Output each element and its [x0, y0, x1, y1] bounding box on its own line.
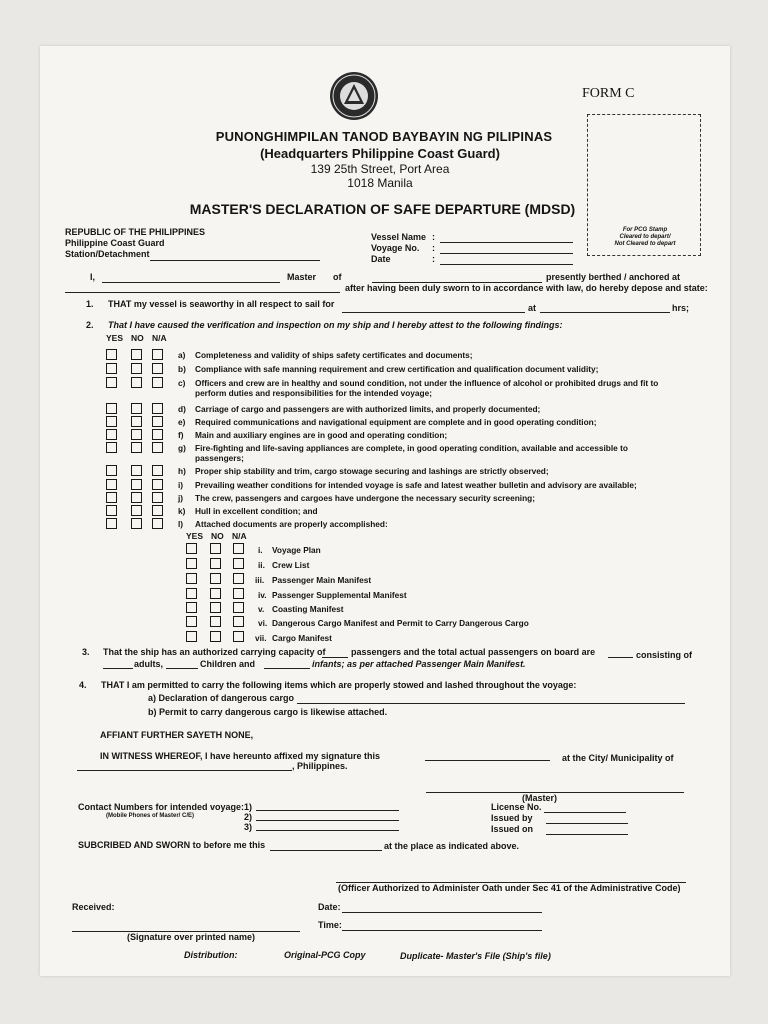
of-label: of [333, 272, 342, 282]
contact-field-2[interactable] [256, 820, 399, 821]
item3-text-b: passengers and the total actual passengers on board are [351, 647, 596, 657]
yes-checkbox[interactable] [106, 403, 117, 414]
yes-checkbox[interactable] [106, 349, 117, 360]
attachment-number: iii. [255, 575, 265, 585]
item3-text-e: Children and [200, 659, 256, 669]
na-checkbox[interactable] [152, 518, 163, 529]
actual-passengers-field[interactable] [608, 657, 633, 658]
contact-n1: 1) [244, 802, 253, 812]
contact-field-3[interactable] [256, 830, 399, 831]
yes-header: YES [186, 531, 204, 541]
finding-letter: e) [178, 417, 186, 427]
witness-date-field[interactable] [425, 760, 550, 761]
subscribed-date-field[interactable] [270, 850, 382, 851]
finding-letter: d) [178, 404, 186, 414]
finding-text: Main and auxiliary engines are in good and operating condition; [195, 430, 448, 440]
no-header: NO [211, 531, 224, 541]
colon: : [432, 254, 435, 264]
na-checkbox[interactable] [233, 588, 244, 599]
item3-text-c: consisting of [636, 650, 692, 660]
witness-text-c: , Philippines. [292, 761, 348, 771]
na-checkbox[interactable] [233, 543, 244, 554]
finding-text: Attached documents are properly accomplished: [195, 519, 388, 529]
children-field[interactable] [166, 668, 198, 669]
destination-field[interactable] [342, 312, 525, 313]
vessel-name-label: Vessel Name [371, 232, 427, 242]
license-no-field[interactable] [544, 812, 626, 813]
yes-header: YES [106, 333, 124, 343]
attachment-number: vi. [258, 618, 268, 628]
form-label: FORM C [582, 86, 635, 101]
agency-filipino: PUNONGHIMPILAN TANOD BAYBAYIN NG PILIPINAS [215, 129, 553, 144]
stamp-note: For PCG Stamp Cleared to depart/ Not Cleared to depart [614, 227, 676, 247]
finding-text-continued: passengers; [195, 453, 244, 463]
distribution-label: Distribution: [184, 950, 238, 960]
master-label: Master [287, 272, 317, 282]
yes-checkbox[interactable] [186, 602, 197, 613]
issued-on-label: Issued on [491, 824, 534, 834]
no-checkbox[interactable] [131, 492, 142, 503]
vessel-name-field[interactable] [440, 242, 573, 243]
finding-text: The crew, passengers and cargoes have undergone the necessary security screening; [195, 493, 536, 503]
finding-letter: g) [178, 443, 186, 453]
attachment-number: ii. [258, 560, 265, 570]
yes-checkbox[interactable] [106, 429, 117, 440]
na-checkbox[interactable] [233, 573, 244, 584]
received-label: Received: [72, 902, 115, 912]
na-checkbox[interactable] [152, 492, 163, 503]
attachment-number: i. [258, 545, 263, 555]
yes-checkbox[interactable] [186, 558, 197, 569]
master-sig-label: (Master) [522, 793, 558, 803]
subscribed-text-a: SUBCRIBED AND SWORN to before me this [78, 840, 266, 850]
witness-text-a: IN WITNESS WHEREOF, I have hereunto affixed my signature this [100, 751, 381, 761]
address-line1: 139 25th Street, Port Area [310, 162, 450, 176]
master-name-field[interactable] [102, 282, 280, 283]
departure-time-field[interactable] [540, 312, 670, 313]
no-checkbox[interactable] [210, 558, 221, 569]
finding-letter: b) [178, 364, 186, 374]
item2-text: That I have caused the verification and inspection on my ship and I hereby attest to the following findings: [108, 320, 563, 330]
yes-checkbox[interactable] [106, 377, 117, 388]
attachment-text: Coasting Manifest [272, 604, 344, 614]
finding-letter: c) [178, 378, 186, 388]
yes-checkbox[interactable] [106, 518, 117, 529]
attachment-text: Voyage Plan [272, 545, 321, 555]
na-checkbox[interactable] [152, 363, 163, 374]
witness-place-field[interactable] [77, 770, 292, 771]
no-checkbox[interactable] [210, 631, 221, 642]
na-checkbox[interactable] [152, 505, 163, 516]
finding-text: Officers and crew are in healthy and sound condition, not under the influence of alcohol or prohibited drugs and fit to [195, 378, 659, 388]
dangerous-cargo-field[interactable] [297, 703, 685, 704]
intro-i: I, [90, 272, 96, 282]
yes-checkbox[interactable] [186, 543, 197, 554]
issued-by-field[interactable] [546, 823, 628, 824]
na-checkbox[interactable] [152, 416, 163, 427]
adults-field[interactable] [103, 668, 133, 669]
na-header: N/A [232, 531, 247, 541]
item3-text-f: infants; as per attached Passenger Main Manifest. [312, 659, 526, 669]
agency-english: (Headquarters Philippine Coast Guard) [260, 146, 500, 161]
yes-checkbox[interactable] [186, 616, 197, 627]
finding-text: Compliance with safe manning requirement and crew certification and qualification document validity; [195, 364, 599, 374]
item4-num: 4. [79, 680, 87, 690]
item4-b: b) Permit to carry dangerous cargo is likewise attached. [148, 707, 388, 717]
affiant-text: AFFIANT FURTHER SAYETH NONE, [100, 730, 254, 740]
na-header: N/A [152, 333, 167, 343]
no-checkbox[interactable] [131, 505, 142, 516]
no-checkbox[interactable] [210, 588, 221, 599]
attachment-text: Dangerous Cargo Manifest and Permit to Carry Dangerous Cargo [272, 618, 529, 628]
received-time-field[interactable] [342, 930, 542, 931]
location-field[interactable] [65, 292, 340, 293]
date-field[interactable] [440, 264, 573, 265]
na-checkbox[interactable] [152, 349, 163, 360]
no-checkbox[interactable] [131, 349, 142, 360]
finding-text: Completeness and validity of ships safety certificates and documents; [195, 350, 473, 360]
na-checkbox[interactable] [152, 403, 163, 414]
yes-checkbox[interactable] [186, 573, 197, 584]
na-checkbox[interactable] [233, 602, 244, 613]
finding-text: Proper ship stability and trim, cargo stowage securing and lashings are strictly observed; [195, 466, 549, 476]
yes-checkbox[interactable] [186, 631, 197, 642]
finding-letter: h) [178, 466, 186, 476]
na-checkbox[interactable] [233, 631, 244, 642]
issued-on-field[interactable] [546, 834, 628, 835]
finding-text: Required communications and navigational equipment are complete and in good operating condition; [195, 417, 597, 427]
finding-letter: l) [178, 519, 184, 529]
infants-field[interactable] [264, 668, 310, 669]
attachment-text: Cargo Manifest [272, 633, 332, 643]
colon: : [432, 243, 435, 253]
signature-label: (Signature over printed name) [127, 932, 256, 942]
republic-label: REPUBLIC OF THE PHILIPPINES [65, 227, 206, 237]
yes-checkbox[interactable] [106, 416, 117, 427]
voyage-no-label: Voyage No. [371, 243, 420, 253]
contact-n2: 2) [244, 812, 253, 822]
na-checkbox[interactable] [152, 465, 163, 476]
received-date-field[interactable] [342, 912, 542, 913]
no-checkbox[interactable] [131, 416, 142, 427]
license-no-label: License No. [491, 802, 542, 812]
agency-label: Philippine Coast Guard [65, 238, 165, 248]
yes-checkbox[interactable] [106, 363, 117, 374]
contact-n3: 3) [244, 822, 253, 832]
station-field[interactable] [150, 260, 320, 261]
na-checkbox[interactable] [233, 616, 244, 627]
finding-text-continued: perform duties and responsibilities for the intended voyage; [195, 388, 432, 398]
attachment-text: Crew List [272, 560, 310, 570]
colon: : [432, 232, 435, 242]
attachment-text: Passenger Main Manifest [272, 575, 372, 585]
finding-text: Prevailing weather conditions for intended voyage is safe and latest weather bulletin and advisory are available; [195, 480, 637, 490]
subscribed-text-b: at the place as indicated above. [384, 841, 520, 851]
item4-a: a) Declaration of dangerous cargo [148, 693, 295, 703]
contact-label: Contact Numbers for intended voyage: [78, 802, 245, 812]
no-checkbox[interactable] [210, 543, 221, 554]
issued-by-label: Issued by [491, 813, 533, 823]
attachment-number: v. [258, 604, 265, 614]
finding-text: Fire-fighting and life-saving appliances are complete, in good operating condition, available and accessible to [195, 443, 628, 453]
received-date-label: Date: [318, 902, 341, 912]
sworn-text: after having been duly sworn to in accordance with law, do hereby depose and state: [345, 283, 708, 293]
finding-text: Carriage of cargo and passengers are with authorized limits, and properly documented; [195, 404, 541, 414]
contact-field-1[interactable] [256, 810, 399, 811]
yes-checkbox[interactable] [106, 442, 117, 453]
distribution-duplicate: Duplicate- Master's File (Ship's file) [400, 951, 551, 961]
no-checkbox[interactable] [131, 429, 142, 440]
no-checkbox[interactable] [210, 573, 221, 584]
capacity-field[interactable] [322, 657, 348, 658]
yes-checkbox[interactable] [106, 479, 117, 490]
officer-label: (Officer Authorized to Administer Oath under Sec 41 of the Administrative Code) [338, 883, 681, 893]
item1-num: 1. [86, 299, 94, 309]
finding-letter: j) [178, 493, 184, 503]
voyage-no-field[interactable] [440, 253, 573, 254]
attachment-number: vii. [255, 633, 267, 643]
no-header: NO [131, 333, 144, 343]
yes-checkbox[interactable] [106, 505, 117, 516]
item3-num: 3. [82, 647, 90, 657]
no-checkbox[interactable] [131, 363, 142, 374]
finding-letter: f) [178, 430, 184, 440]
no-checkbox[interactable] [131, 518, 142, 529]
no-checkbox[interactable] [131, 403, 142, 414]
na-checkbox[interactable] [152, 479, 163, 490]
finding-text: Hull in excellent condition; and [195, 506, 318, 516]
item3-text-d: adults, [134, 659, 164, 669]
yes-checkbox[interactable] [106, 465, 117, 476]
received-time-label: Time: [318, 920, 342, 930]
no-checkbox[interactable] [210, 616, 221, 627]
attachment-number: iv. [258, 590, 267, 600]
item1-hrs: hrs; [672, 303, 690, 313]
na-checkbox[interactable] [152, 377, 163, 388]
yes-checkbox[interactable] [186, 588, 197, 599]
address-line2: 1018 Manila [347, 176, 413, 190]
item1-at: at [528, 303, 537, 313]
finding-letter: i) [178, 480, 184, 490]
no-checkbox[interactable] [131, 479, 142, 490]
no-checkbox[interactable] [131, 442, 142, 453]
na-checkbox[interactable] [152, 429, 163, 440]
form-title: MASTER'S DECLARATION OF SAFE DEPARTURE (MDSD) [189, 201, 576, 217]
finding-letter: k) [178, 506, 186, 516]
item4-text: THAT I am permitted to carry the following items which are properly stowed and lashed throughout the voyage: [101, 680, 577, 690]
no-checkbox[interactable] [131, 465, 142, 476]
item3-text-a: That the ship has an authorized carrying capacity of [103, 647, 326, 657]
station-label: Station/Detachment [65, 249, 150, 259]
yes-checkbox[interactable] [106, 492, 117, 503]
no-checkbox[interactable] [210, 602, 221, 613]
coast-guard-seal-icon [330, 72, 378, 120]
no-checkbox[interactable] [131, 377, 142, 388]
attachment-text: Passenger Supplemental Manifest [272, 590, 407, 600]
distribution-original: Original-PCG Copy [284, 950, 366, 960]
na-checkbox[interactable] [152, 442, 163, 453]
item1-text: THAT my vessel is seaworthy in all respect to sail for [108, 299, 335, 309]
item2-num: 2. [86, 320, 94, 330]
contact-sub: (Mobile Phones of Master/ C/E) [106, 813, 195, 819]
berthed-text: presently berthed / anchored at [546, 272, 681, 282]
na-checkbox[interactable] [233, 558, 244, 569]
finding-letter: a) [178, 350, 186, 360]
witness-text-b: at the City/ Municipality of [562, 753, 674, 763]
date-label: Date [371, 254, 391, 264]
